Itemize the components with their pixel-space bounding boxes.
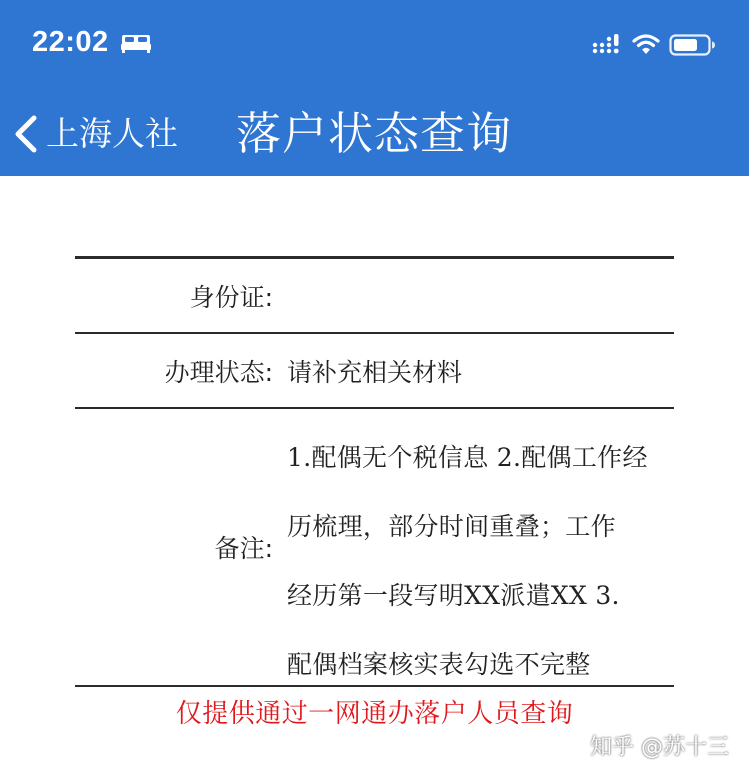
remark-line: 经历第一段写明XX派遣XX 3. [287,581,620,610]
remark-value [273,409,674,685]
watermark: 知乎 @苏十三 [590,735,729,760]
table-row-status [75,334,674,409]
notice-text: 仅提供通过一网通办落户人员查询 [175,699,574,729]
status-label: 办理状态: [164,357,273,387]
status-time: 22:02 [32,26,109,58]
page-title: 落户状态查询 [236,107,513,160]
remark-line: 配偶档案核实表勾选不完整 [287,650,591,679]
wifi-icon [631,33,661,55]
back-label: 上海人社 [46,114,178,153]
status-bar [0,0,749,92]
table-row-id-card [75,259,674,334]
id-card-value [273,259,674,332]
signal-icon [592,33,622,55]
bed-icon [121,33,151,53]
nav-bar [0,92,749,176]
status-value: 请补充相关材料 [287,357,463,387]
remark-label: 备注: [214,534,273,563]
table-row-remark [75,409,674,687]
chevron-left-icon [10,114,40,154]
info-table [75,256,674,687]
remark-line: 1.配偶无个税信息 2.配偶工作经 [287,443,648,472]
remark-line: 历梳理，部分时间重叠；工作 [287,512,616,541]
battery-icon [669,34,717,56]
id-card-label: 身份证: [189,282,273,312]
back-button[interactable] [10,106,178,162]
